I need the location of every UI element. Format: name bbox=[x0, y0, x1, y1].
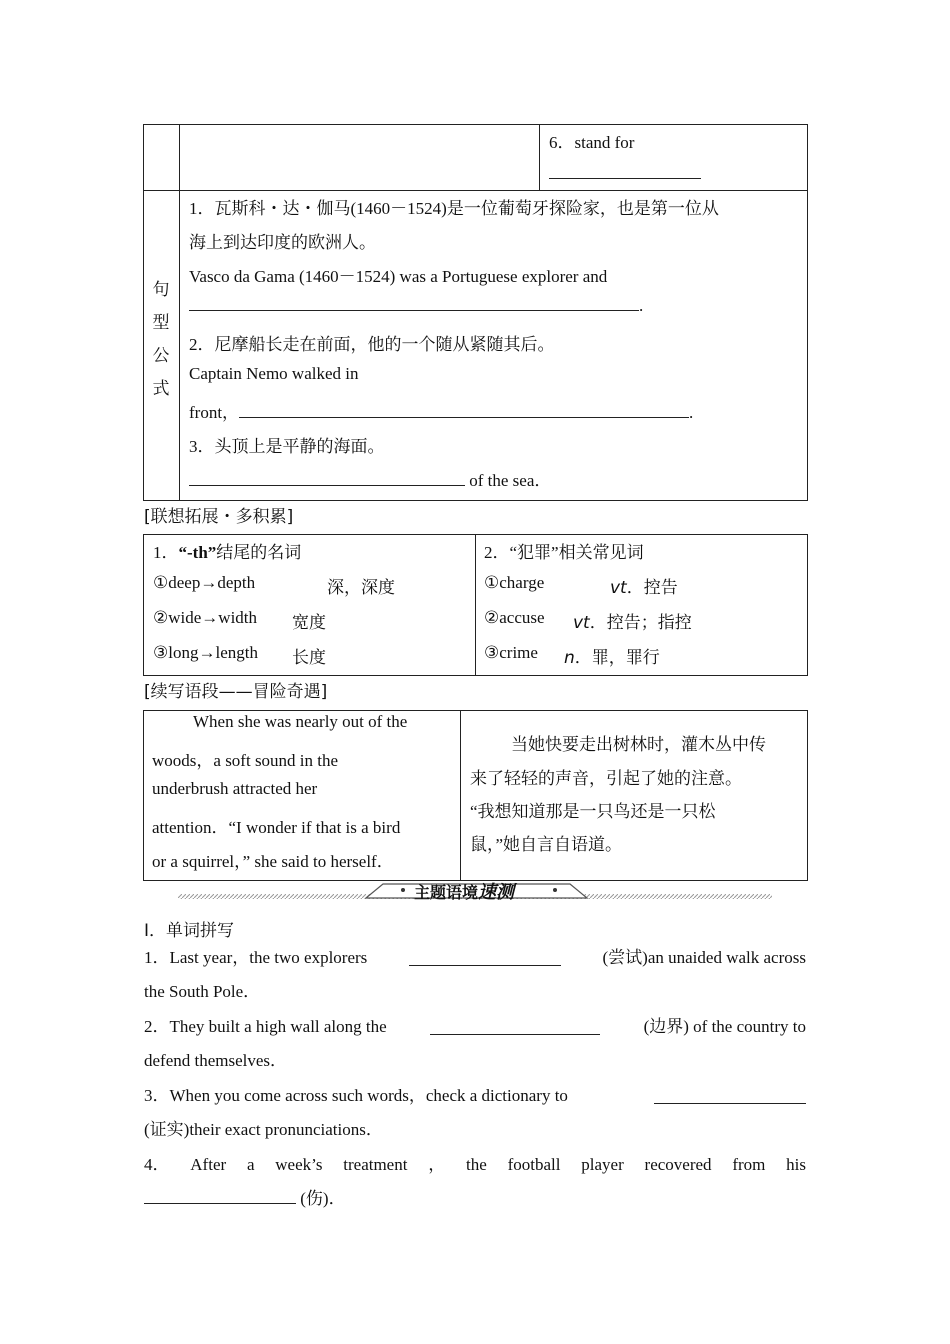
s2-zh: 2．尼摩船长走在前面，他的一个随从紧随其后。 bbox=[189, 335, 555, 354]
expand-left-bold: “-th” bbox=[178, 543, 217, 562]
expand-table bbox=[143, 534, 807, 675]
question-3 bbox=[144, 1079, 806, 1147]
item-to: depth bbox=[217, 573, 256, 592]
header-char: 式 bbox=[152, 379, 170, 399]
s1-en: Vasco da Gama (1460－1524) was a Portuguese explorer and bbox=[189, 267, 608, 286]
topic-banner bbox=[178, 878, 772, 902]
expand-left-item bbox=[153, 643, 258, 663]
q4-word: After bbox=[190, 1155, 227, 1174]
expand-right-item bbox=[484, 643, 538, 663]
arrow-icon: → bbox=[200, 573, 218, 592]
writing-en-line: woods，a soft sound in the bbox=[152, 751, 339, 770]
item-word: charge bbox=[499, 573, 545, 592]
expand-right-def bbox=[610, 573, 678, 598]
item-to: width bbox=[218, 608, 258, 627]
exercise-heading: Ⅰ．单词拼写 bbox=[144, 921, 235, 941]
item-meaning: ．罪，罪行 bbox=[574, 648, 660, 667]
q4-word: his bbox=[786, 1155, 806, 1174]
item-mark: ③ bbox=[153, 643, 169, 662]
item-6-num: 6． bbox=[549, 133, 575, 152]
q4-blank[interactable] bbox=[144, 1189, 296, 1204]
s3-end: of the sea． bbox=[469, 471, 552, 490]
q3-line1 bbox=[144, 1079, 806, 1113]
writing-table bbox=[143, 710, 807, 880]
s3-blank[interactable] bbox=[189, 471, 465, 486]
item-mark: ② bbox=[153, 608, 169, 627]
s2-en-line1: Captain Nemo walked in bbox=[189, 364, 359, 383]
q2-line2: defend themselves． bbox=[144, 1051, 288, 1070]
q4-word: the bbox=[466, 1155, 487, 1174]
expand-right-def bbox=[564, 643, 660, 668]
s1-zh-line2: 海上到达印度的欧洲人。 bbox=[189, 233, 376, 252]
q4-word: football bbox=[507, 1155, 561, 1174]
q4-line1 bbox=[144, 1148, 806, 1182]
row-header-pattern bbox=[143, 274, 179, 406]
writing-en-line: When she was nearly out of the bbox=[193, 712, 408, 731]
item-from: long bbox=[168, 643, 199, 662]
q2-line1 bbox=[144, 1010, 806, 1044]
q1-line1 bbox=[144, 941, 806, 975]
item-6 bbox=[549, 128, 634, 153]
expand-left-meaning: 深，深度 bbox=[327, 578, 395, 597]
question-1 bbox=[144, 941, 806, 1009]
item-word: accuse bbox=[499, 608, 545, 627]
q4-word: treatment bbox=[343, 1155, 408, 1174]
q4-line2 bbox=[144, 1182, 806, 1216]
expand-left-num: 1． bbox=[153, 543, 179, 562]
q2-blank[interactable] bbox=[430, 1020, 600, 1035]
expand-left-meaning: 宽度 bbox=[292, 613, 326, 632]
writing-en-line: or a squirrel，” she said to herself． bbox=[152, 852, 394, 871]
item-meaning: ．控告；指控 bbox=[589, 613, 692, 632]
q2-text-b: (边界) of the country to bbox=[643, 1017, 806, 1036]
s3-en[interactable] bbox=[189, 466, 551, 491]
q1-text-a: 1．Last year，the two explorers bbox=[144, 948, 368, 967]
q4-word: week’s bbox=[275, 1155, 323, 1174]
item-word: crime bbox=[499, 643, 538, 662]
banner-title-normal: 主题语境 bbox=[414, 883, 479, 902]
expand-left-heading bbox=[153, 538, 301, 563]
writing-en-line: underbrush attracted her bbox=[152, 779, 318, 798]
s2-en-line2[interactable] bbox=[189, 398, 693, 423]
q3-text-a: 3．When you come across such words，check a dictionary to bbox=[144, 1086, 568, 1105]
item-6-blank[interactable] bbox=[549, 164, 701, 179]
q1-text-b: (尝试)an unaided walk across bbox=[602, 948, 806, 967]
banner-title bbox=[414, 878, 514, 904]
q4-word: recovered bbox=[644, 1155, 712, 1174]
q4-word: ， bbox=[428, 1155, 446, 1174]
item-mark: ① bbox=[484, 573, 500, 592]
q4-word: from bbox=[732, 1155, 766, 1174]
q4-word: player bbox=[581, 1155, 624, 1174]
item-from: deep bbox=[168, 573, 201, 592]
item-mark: ③ bbox=[484, 643, 500, 662]
sentence-table bbox=[143, 124, 807, 500]
arrow-icon: → bbox=[198, 643, 216, 662]
writing-zh-line: 当她快要走出树林时，灌木丛中传 bbox=[511, 735, 766, 754]
q3-blank[interactable] bbox=[654, 1089, 806, 1104]
q4-text: (伤)． bbox=[300, 1189, 346, 1208]
q1-line2: the South Pole． bbox=[144, 982, 261, 1001]
writing-en-line: attention．“I wonder if that is a bird bbox=[152, 818, 401, 837]
s2-front: front， bbox=[189, 403, 240, 422]
item-pos: n bbox=[564, 648, 575, 668]
s2-end: . bbox=[689, 403, 694, 422]
s1-blank[interactable] bbox=[189, 296, 639, 311]
header-char: 公 bbox=[152, 346, 170, 366]
s1-answer-line[interactable] bbox=[189, 296, 643, 316]
arrow-icon: → bbox=[201, 608, 219, 627]
q3-line2: (证实)their exact pronunciations． bbox=[144, 1120, 383, 1139]
q1-blank[interactable] bbox=[409, 951, 561, 966]
q2-text-a: 2．They built a high wall along the bbox=[144, 1017, 387, 1036]
q4-word: a bbox=[246, 1155, 255, 1174]
writing-zh-line: 来了轻轻的声音，引起了她的注意。 bbox=[470, 769, 742, 788]
s3-zh: 3．头顶上是平静的海面。 bbox=[189, 437, 385, 456]
expand-left-item bbox=[153, 573, 255, 593]
expand-right-item bbox=[484, 608, 545, 628]
question-2 bbox=[144, 1010, 806, 1078]
item-to: length bbox=[215, 643, 258, 662]
q4-word: 4． bbox=[144, 1155, 170, 1174]
expand-left-item bbox=[153, 608, 257, 628]
item-pos: vt bbox=[610, 578, 627, 598]
expand-right-item bbox=[484, 573, 544, 593]
s1-end: . bbox=[639, 296, 644, 315]
question-4 bbox=[144, 1148, 806, 1216]
banner-title-bold: 速测 bbox=[478, 882, 515, 903]
expand-left-rest: 结尾的名词 bbox=[216, 543, 302, 563]
expand-left-meaning: 长度 bbox=[292, 648, 326, 667]
section-title-writing: [续写语段——冒险奇遇] bbox=[144, 682, 328, 702]
item-mark: ② bbox=[484, 608, 500, 627]
item-6-text: stand for bbox=[574, 133, 635, 152]
item-meaning: ．控告 bbox=[626, 578, 678, 597]
section-title-expand: [联想拓展・多积累] bbox=[144, 507, 294, 527]
expand-right-def bbox=[573, 608, 692, 633]
s1-zh-line1: 1．瓦斯科・达・伽马(1460－1524)是一位葡萄牙探险家，也是第一位从 bbox=[189, 199, 719, 218]
header-char: 句 bbox=[152, 280, 170, 300]
writing-zh-line: 鼠，”她自言自语道。 bbox=[470, 835, 623, 854]
item-from: wide bbox=[168, 608, 202, 627]
s2-blank[interactable] bbox=[239, 403, 689, 418]
item-mark: ① bbox=[153, 573, 169, 592]
writing-zh-line: “我想知道那是一只鸟还是一只松 bbox=[470, 802, 716, 821]
header-char: 型 bbox=[152, 313, 170, 333]
item-pos: vt bbox=[573, 613, 590, 633]
expand-right-heading: 2．“犯罪”相关常见词 bbox=[484, 543, 644, 562]
